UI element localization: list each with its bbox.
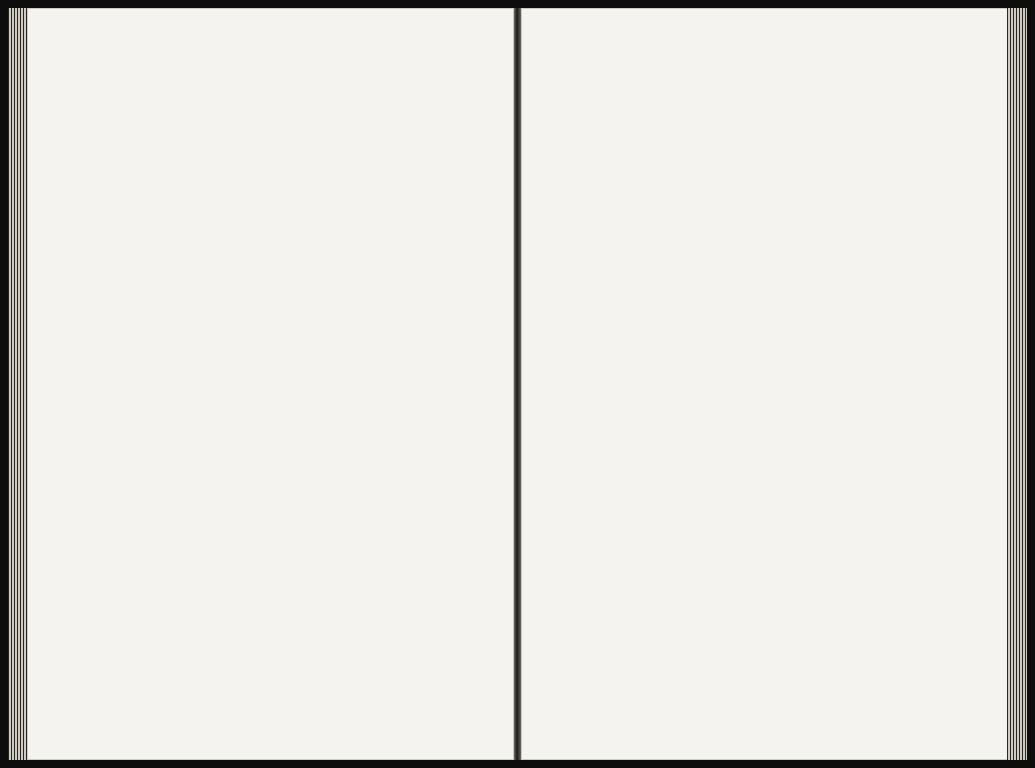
text-column — [356, 106, 378, 666]
right-page — [521, 8, 1027, 760]
text-column — [278, 106, 300, 666]
text-column — [226, 106, 248, 666]
left-page-number — [94, 630, 120, 670]
text-column — [869, 106, 891, 666]
text-column — [895, 106, 917, 666]
right-page-text — [699, 106, 969, 666]
text-column — [330, 106, 352, 666]
text-column — [817, 106, 839, 666]
left-page — [8, 8, 514, 760]
text-column — [843, 106, 865, 666]
text-column — [148, 106, 170, 666]
left-page-edge — [8, 8, 28, 760]
text-column — [739, 106, 761, 666]
book-gutter — [514, 8, 521, 760]
right-page-edge — [1007, 8, 1027, 760]
text-column — [765, 106, 787, 666]
text-column — [382, 106, 404, 666]
text-column — [921, 106, 943, 666]
text-column — [304, 106, 326, 666]
text-column — [174, 106, 196, 666]
right-page-number — [979, 630, 1005, 670]
open-book — [8, 8, 1027, 760]
text-column — [947, 106, 969, 666]
text-column — [200, 106, 222, 666]
left-page-text — [134, 106, 404, 666]
text-column — [791, 106, 813, 666]
text-column — [252, 106, 274, 666]
text-column — [713, 106, 735, 666]
